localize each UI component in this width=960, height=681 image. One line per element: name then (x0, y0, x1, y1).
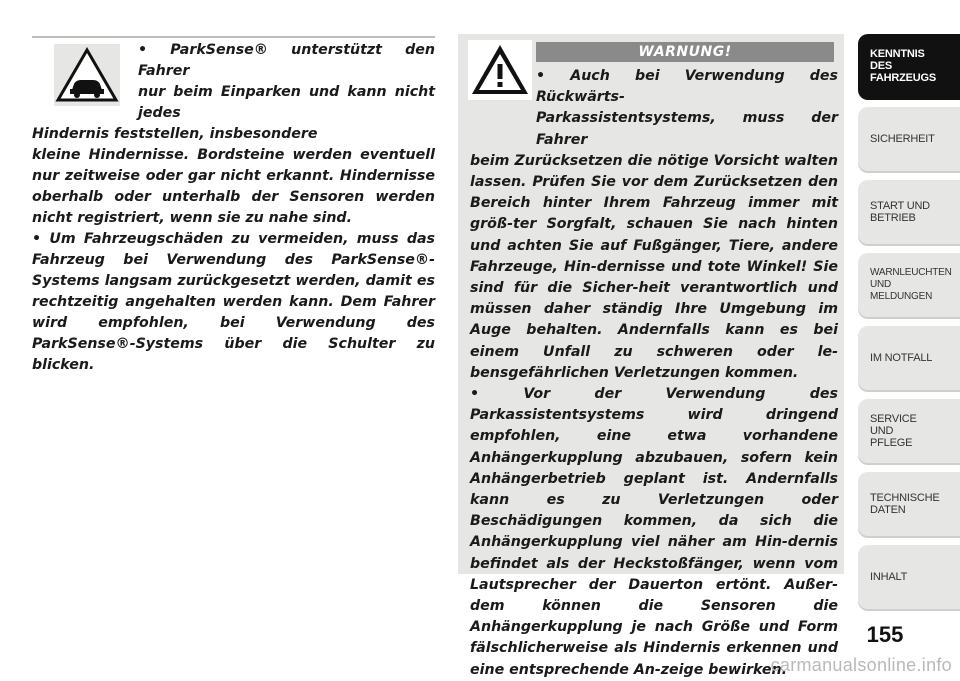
tab-label-line2: UND (870, 425, 894, 437)
tab-kenntnis-des-fahrzeugs[interactable] (858, 34, 960, 100)
tab-im-notfall[interactable] (858, 326, 960, 392)
tab-label-line2: UND (870, 279, 892, 290)
bullet-1-line-1: • ParkSense® unterstützt den Fahrer (138, 42, 435, 79)
warning-title: WARNUNG! (536, 42, 834, 62)
left-column (32, 36, 435, 376)
bullet-1-line-3: Hindernis feststellen, insbesondere (32, 126, 318, 142)
caution-car-icon (54, 44, 120, 106)
warning-bullet-1-line-2: Parkassistentsystems, muss der Fahrer (536, 110, 838, 148)
tab-label-line2: BETRIEB (870, 212, 916, 224)
tab-label-line1: IM NOTFALL (870, 352, 933, 364)
tab-technische-daten[interactable] (858, 472, 960, 538)
tab-label-line3: PFLEGE (870, 437, 913, 449)
tab-label-line1: SICHERHEIT (870, 133, 935, 145)
tab-label-line2: DES (870, 60, 893, 72)
top-rule (32, 36, 435, 38)
warning-text (470, 66, 838, 681)
page-number: 155 (866, 622, 904, 647)
tab-label-line3: MELDUNGEN (870, 291, 933, 302)
tab-inhalt[interactable] (858, 545, 960, 611)
warning-bullet-1-line-1: • Auch bei Verwendung des Rückwärts- (536, 68, 838, 106)
warning-bullet-1-rest: beim Zurücksetzen die nötige Vorsicht walten lassen. Prüfen Sie vor dem Zurücksetzen den Bereich hinter Ihrem Fahrzeug immer mit größ-ter Sorgfalt, schauen Sie nach hinten und achten Sie auf Fußgänger, Tiere, andere Fahrzeuge, Hin-dernisse und tote Winkel! Sie sind für die Sicher-heit verantwortlich und müssen daher ständig Ihre Umgebung im Auge behalten. Andernfalls kann es bei einem Unfall zu schweren oder le-bensgefährlichen Verletzungen kommen. (470, 152, 838, 381)
tab-label-line1: SERVICE (870, 413, 917, 425)
tab-label-line1: KENNTNIS (870, 48, 925, 60)
bullet-1-rest: kleine Hindernisse. Bordsteine werden eventuell nur zeitweise oder gar nicht erkannt. Hindernisse oberhalb oder unterhalb der Sensoren werden nicht registriert, wenn sie zu nahe sind. (32, 147, 435, 226)
tab-label-line1: TECHNISCHE (870, 492, 940, 504)
bullet-1-line-2: nur beim Einparken und kann nicht jedes (138, 84, 435, 121)
tab-warnleuchten-und-meldungen[interactable] (858, 253, 960, 319)
tab-label-line1: WARNLEUCHTEN (870, 267, 952, 278)
tab-label-line1: INHALT (870, 571, 908, 583)
bullet-2: • Um Fahrzeugschäden zu vermeiden, muss das Fahrzeug bei Verwendung des ParkSense®-Systems langsam zurückgesetzt werden, damit es rechtzeitig angehalten werden kann. Dem Fahrer wird empfohlen, bei Verwendung des ParkSense®-Systems über die Schulter zu blicken. (32, 231, 435, 373)
warning-bullet-2: • Vor der Verwendung des Parkassistentsystems wird dringend empfohlen, eine etwa vorhandene Anhängerkupplung abzubauen, sofern kein Anhängerbetrieb geplant ist. Andernfalls kann es zu Verletzungen oder Beschädigungen kommen, da sich die Anhängerkupplung viel näher am Hin-dernis befindet als der Heckstoßfänger, wenn vom Lautsprecher der Dauerton ertönt. Außer-dem können die Sensoren die Anhängerkupplung je nach Größe und Form fälschlicherweise als Hindernis erkennen und eine entsprechende An-zeige bewirken. (470, 386, 838, 678)
tab-label-line2: DATEN (870, 504, 906, 516)
watermark: carmanualsonline.info (770, 655, 952, 675)
tab-sicherheit[interactable] (858, 107, 960, 173)
tab-label-line3: FAHRZEUGS (870, 72, 937, 84)
chapter-tabs (858, 34, 960, 619)
tab-service-und-pflege[interactable] (858, 399, 960, 465)
tab-label-line1: START UND (870, 200, 930, 212)
warning-panel (458, 34, 844, 678)
tab-start-und-betrieb[interactable] (858, 180, 960, 246)
